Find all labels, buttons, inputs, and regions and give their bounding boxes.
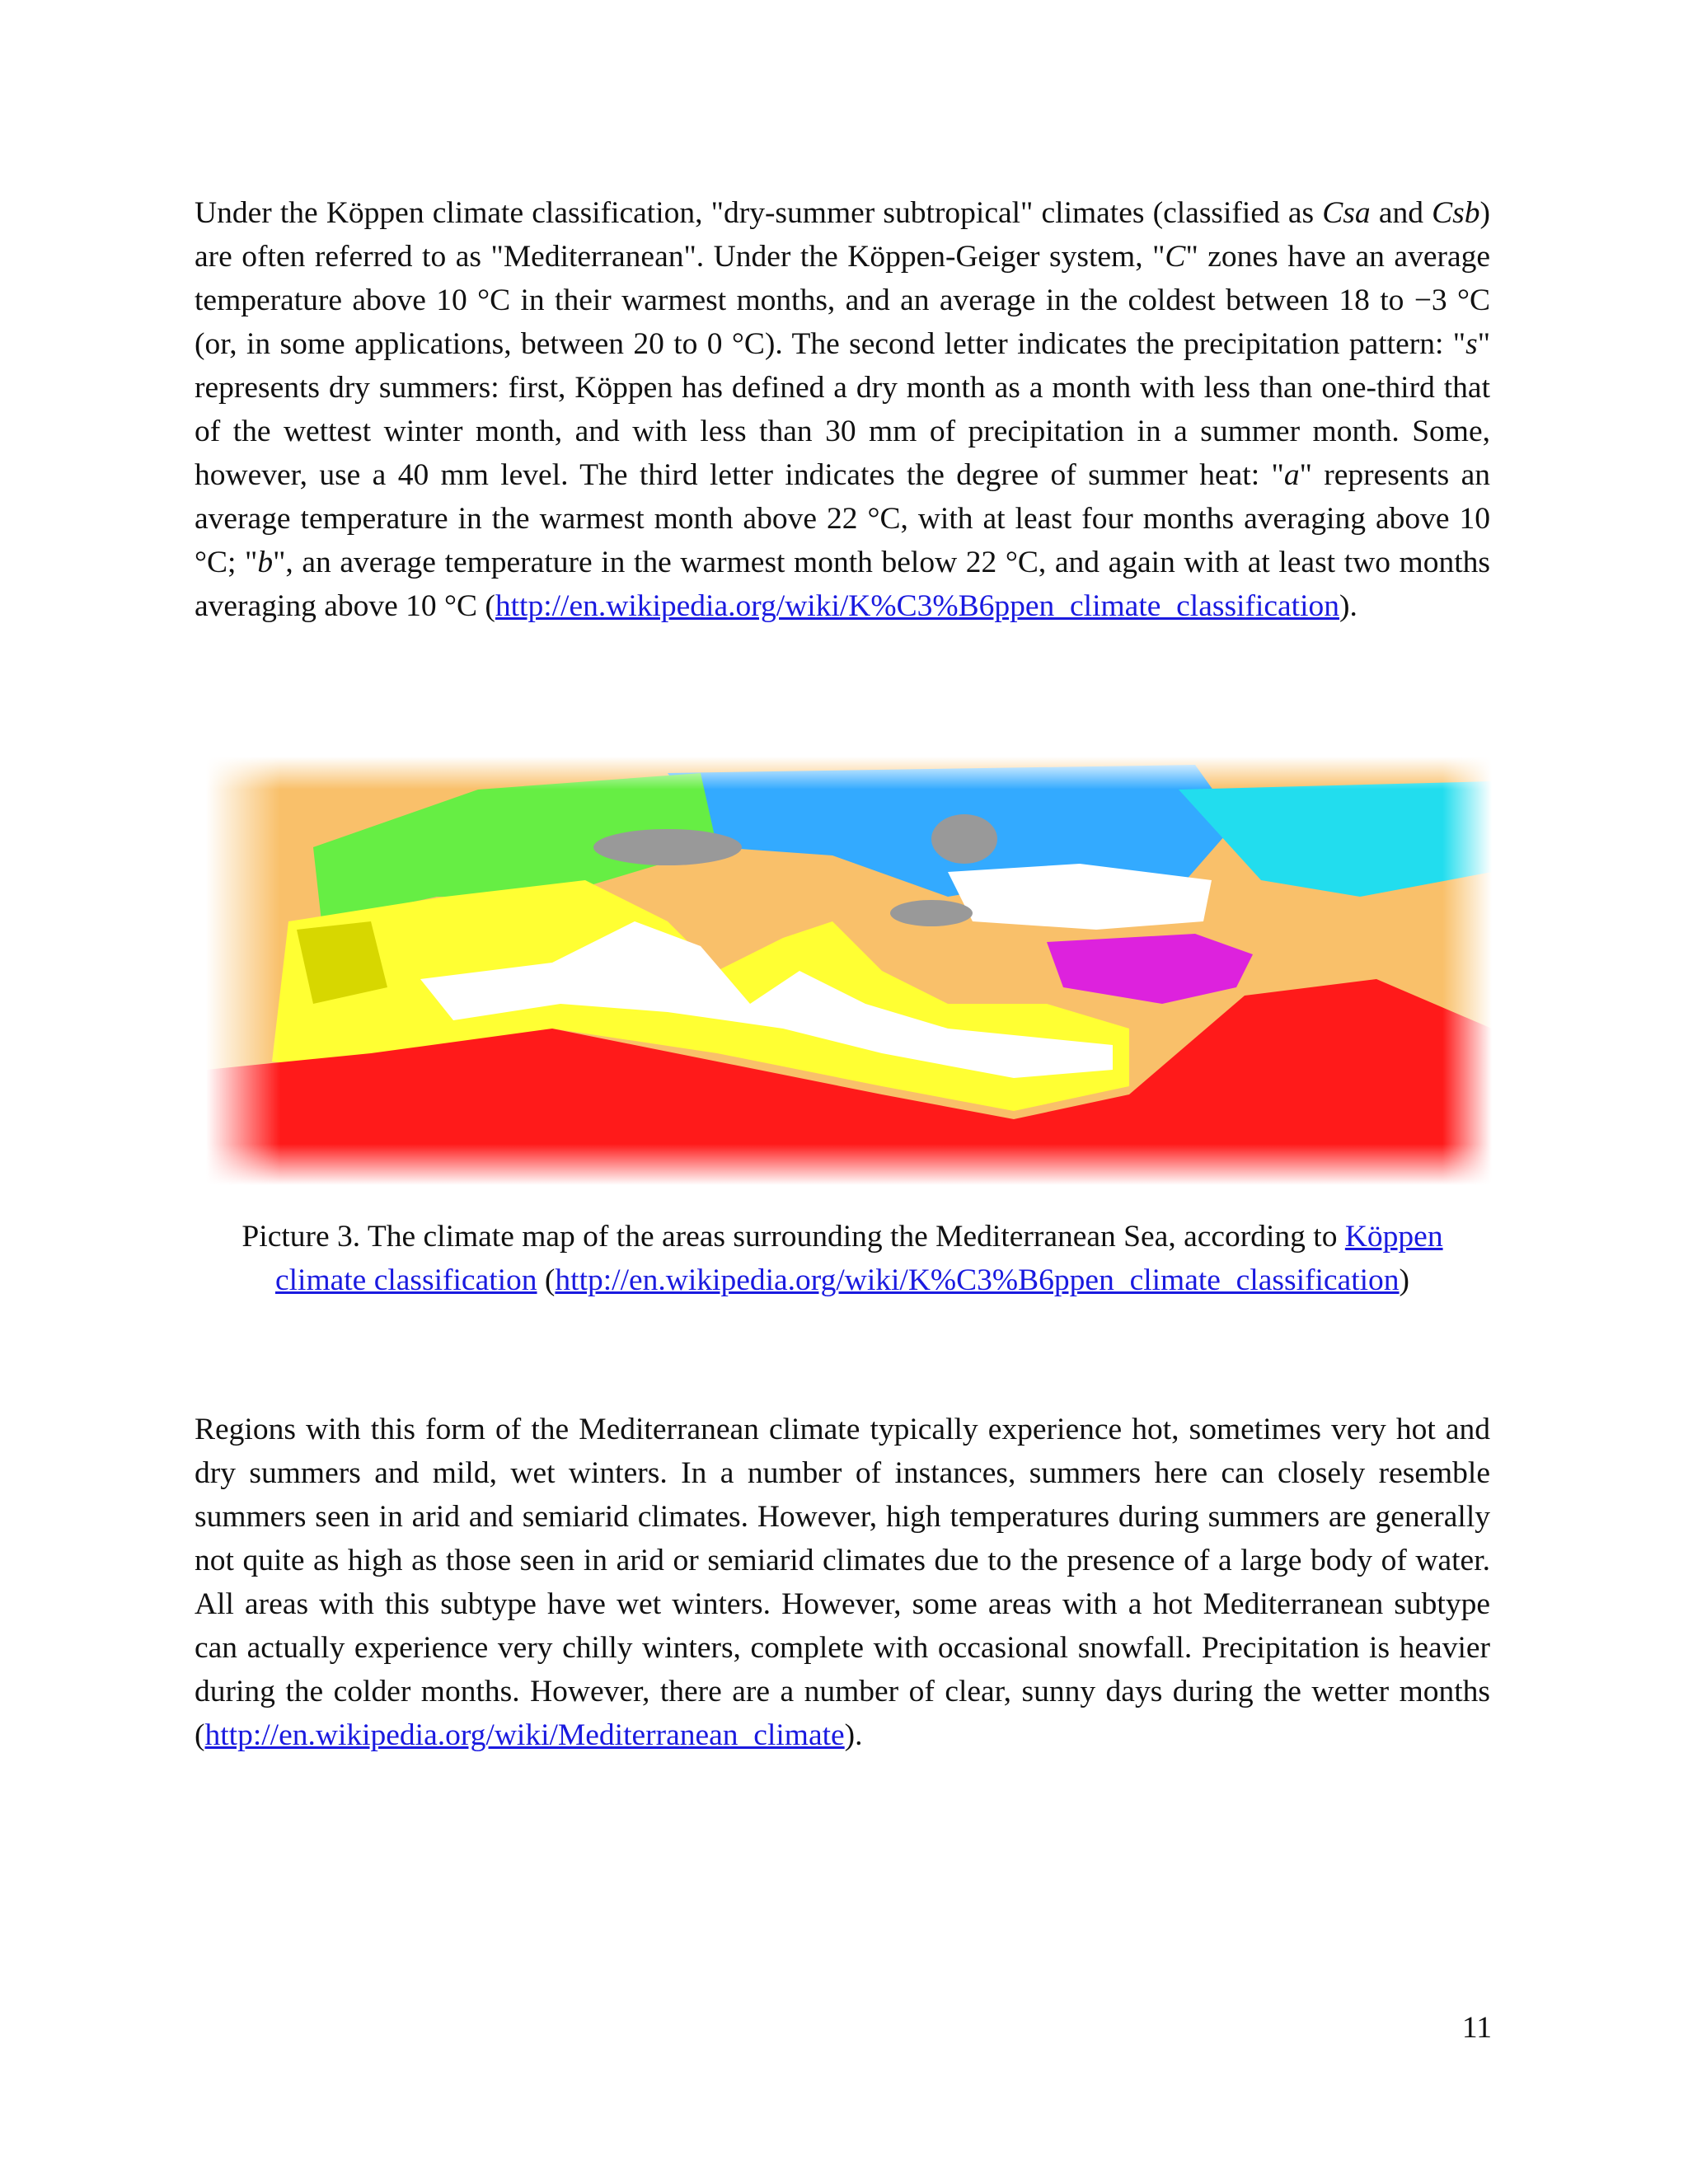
text-run: Under the Köppen climate classification, "dry-summer subtropical" climates (classified as [195, 196, 1323, 230]
caption-text: ( [537, 1263, 556, 1297]
text-run: ) are often referred to as "Mediterranean". Under the Köppen-Geiger system, " [195, 196, 1490, 274]
figure-caption [195, 1215, 1490, 1302]
text-run: " represents an average temperature in the warmest month above 22 °C, with at least four months averaging above 10 °C; " [195, 458, 1490, 579]
text-run: and [1370, 196, 1432, 230]
koppen-caption-link[interactable]: Köppen climate classification [274, 1220, 1443, 1297]
text-run: Regions with this form of the Mediterranean climate typically experience hot, sometimes very hot and dry summers and mild, wet winters. In a number of instances, summers here can closely resemble summers seen in arid and semiarid climates. However, high temperatures during summers are generally not quite as high as those seen in arid or semiarid climates due to the presence of a large body of water. All areas with this subtype have wet winters. However, some areas with a hot Mediterranean subtype can actually experience very chilly winters, complete with occasional snowfall. Precipitation is heavier during the colder months. However, there are a number of clear, sunny days during the wetter months ( [195, 1413, 1490, 1752]
text-run: ). [1339, 589, 1357, 623]
term-a: a [1283, 458, 1300, 492]
fade-top [206, 757, 1492, 790]
term-csa: Csa [1322, 196, 1371, 230]
page-number: 11 [1461, 2011, 1492, 2045]
text-run: ", an average temperature in the warmest month below 22 °C, and again with at least two months averaging above 10 °C ( [195, 546, 1490, 623]
region-mountain-carpathians [931, 814, 997, 864]
fade-right [1442, 757, 1492, 1185]
text-run: " represents dry summers: first, Köppen has defined a dry month as a month with less than one-third that of the wettest winter month, and with less than 30 mm of precipitation in a summer month. Some, however, use a 40 mm level. The third letter indicates the degree of summer heat: " [195, 327, 1490, 492]
fade-left [206, 757, 280, 1185]
paragraph-koppen-classification [195, 191, 1490, 628]
term-b: b [257, 546, 274, 579]
climate-map-image [206, 757, 1492, 1185]
koppen-url-caption-link[interactable]: http://en.wikipedia.org/wiki/K%C3%B6ppen_climate_classification [555, 1263, 1400, 1297]
term-c: C [1165, 240, 1186, 274]
text-run: ). [844, 1718, 863, 1752]
caption-text: ) [1399, 1263, 1410, 1297]
fade-bottom [206, 1144, 1492, 1185]
term-csb: Csb [1432, 196, 1480, 230]
term-s: s [1465, 327, 1478, 361]
mediterranean-wiki-link[interactable]: http://en.wikipedia.org/wiki/Mediterranean_climate [204, 1718, 845, 1752]
region-mountain-alps [593, 829, 742, 865]
text-run: " zones have an average temperature above 10 °C in their warmest months, and an average in the coldest between 18 to −3 °C (or, in some applications, between 20 to 0 °C). The second letter indicates the precipitation pattern: " [195, 240, 1490, 361]
paragraph-mediterranean-climate [195, 1408, 1490, 1757]
climate-map-svg [206, 757, 1492, 1185]
koppen-wiki-link[interactable]: http://en.wikipedia.org/wiki/K%C3%B6ppen_climate_classification [495, 589, 1339, 623]
region-mountain-balkans [890, 900, 973, 926]
caption-text: Picture 3. The climate map of the areas surrounding the Mediterranean Sea, according to [241, 1220, 1345, 1254]
